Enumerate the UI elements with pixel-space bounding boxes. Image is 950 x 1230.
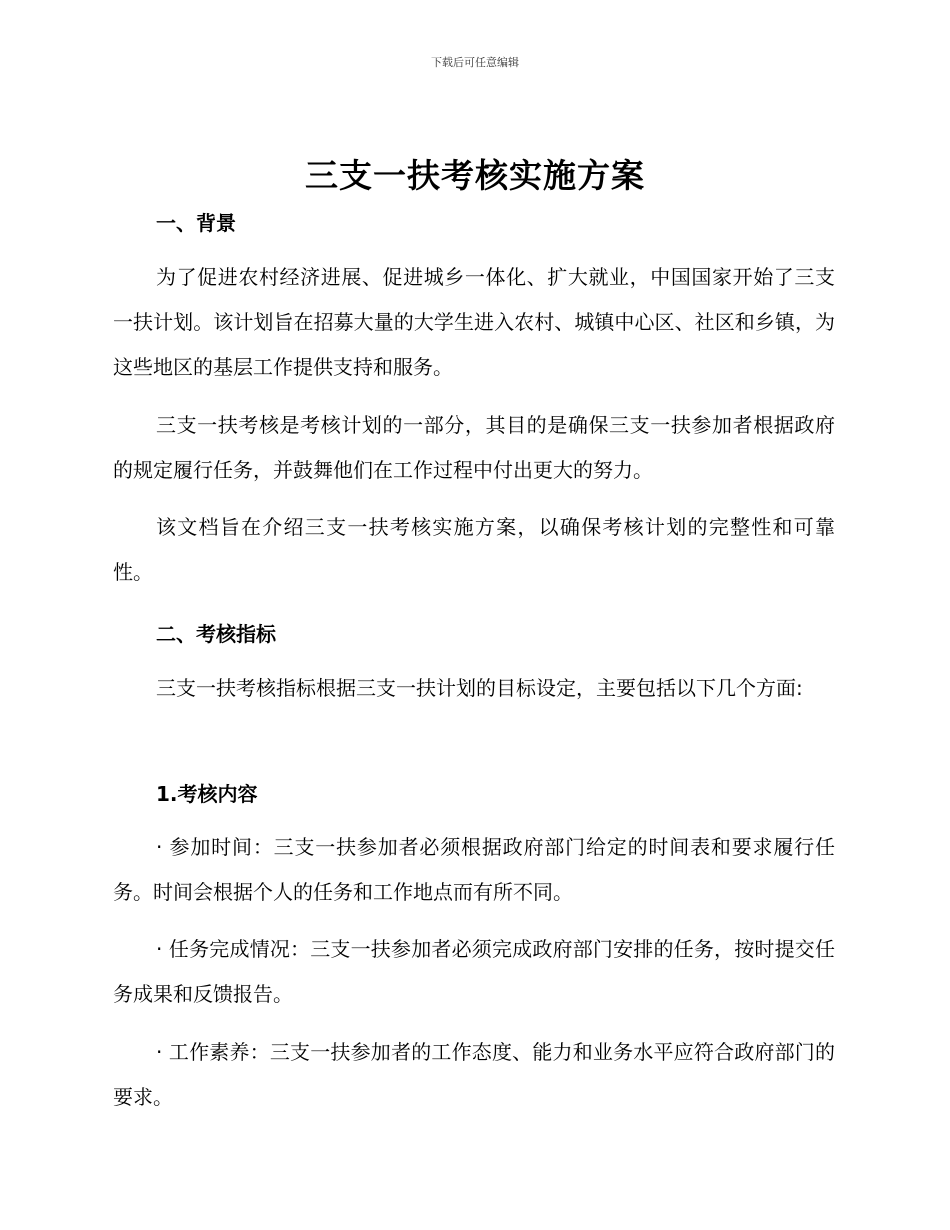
bullet-item-task-completion: · 任务完成情况：三支一扶参加者必须完成政府部门安排的任务，按时提交任务成果和反馈报告。 <box>113 937 835 1006</box>
paragraph-indicators-intro: 三支一扶考核指标根据三支一扶计划的目标设定，主要包括以下几个方面: <box>156 676 803 700</box>
subsection-heading-content: 1.考核内容 <box>156 782 258 806</box>
paragraph-background-1: 为了促进农村经济进展、促进城乡一体化、扩大就业，中国国家开始了三支一扶计划。该计划旨在招募大量的大学生进入农村、城镇中心区、社区和乡镇，为这些地区的基层工作提供支持和服务。 <box>113 265 835 379</box>
document-title: 三支一扶考核实施方案 <box>305 156 645 195</box>
bullet-item-time: · 参加时间：三支一扶参加者必须根据政府部门给定的时间表和要求履行任务。时间会根据个人的任务和工作地点而有所不同。 <box>113 835 835 904</box>
paragraph-background-2: 三支一扶考核是考核计划的一部分，其目的是确保三支一扶参加者根据政府的规定履行任务，并鼓舞他们在工作过程中付出更大的努力。 <box>113 413 835 482</box>
section-heading-indicators: 二、考核指标 <box>156 622 276 646</box>
header-note: 下载后可任意编辑 <box>431 56 519 69</box>
bullet-item-work-quality: · 工作素养：三支一扶参加者的工作态度、能力和业务水平应符合政府部门的要求。 <box>113 1040 835 1109</box>
section-heading-background: 一、背景 <box>156 211 236 235</box>
paragraph-background-3: 该文档旨在介绍三支一扶考核实施方案，以确保考核计划的完整性和可靠性。 <box>113 515 835 584</box>
